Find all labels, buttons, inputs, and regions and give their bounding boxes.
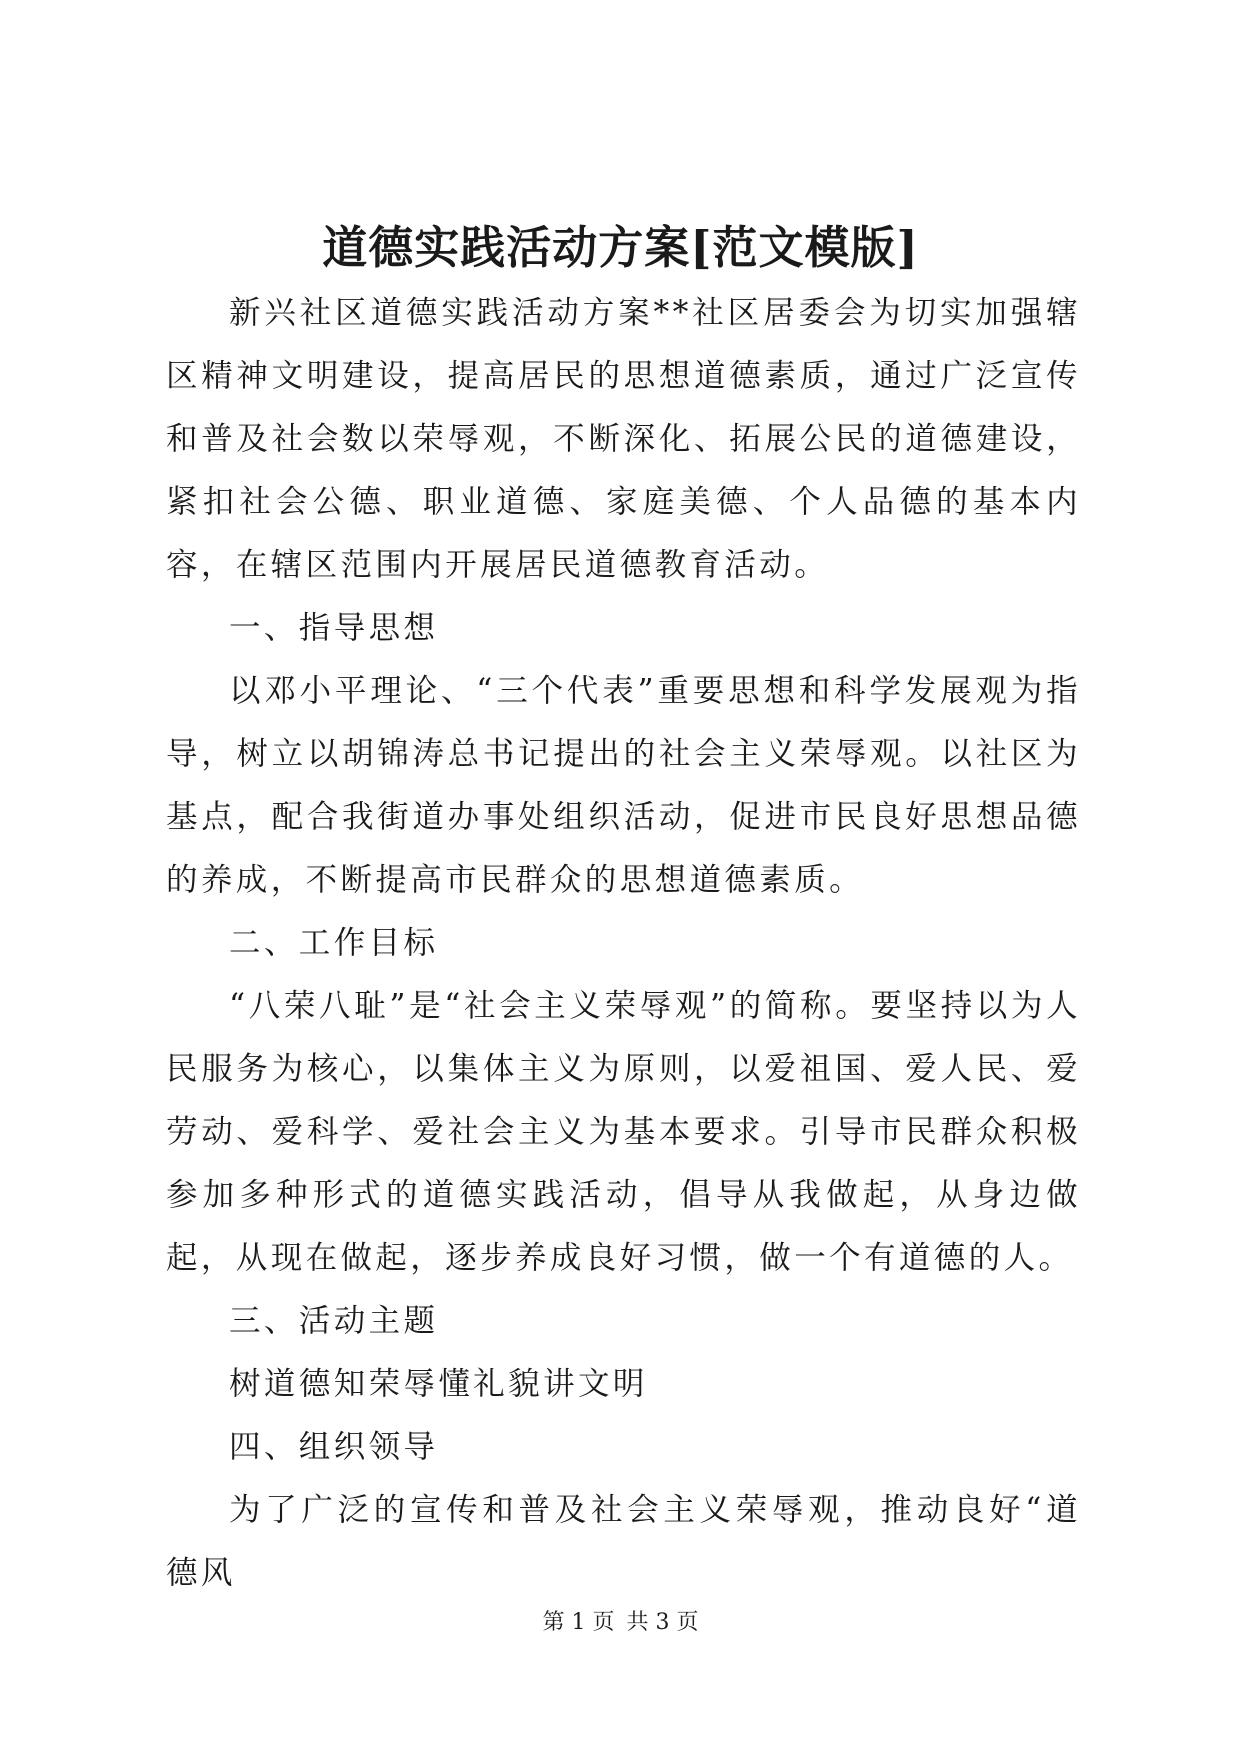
paragraph-organization: 为了广泛的宣传和普及社会主义荣辱观，推动良好“道德风 (166, 1492, 1081, 1591)
page-footer (0, 1608, 1241, 1638)
page-number-total: 共 3 页 (626, 1610, 699, 1635)
section-heading-guiding-ideology: 一、指导思想 (229, 610, 439, 646)
section-heading-work-goals: 二、工作目标 (229, 925, 439, 961)
section-heading-activity-theme: 三、活动主题 (229, 1303, 439, 1339)
page-number-current: 第 1 页 (542, 1610, 615, 1635)
document-title: 道德实践活动方案[范文模版] (322, 221, 919, 274)
section-heading-organization: 四、组织领导 (229, 1429, 439, 1465)
paragraph-work-goals: “八荣八耻”是“社会主义荣辱观”的简称。要坚持以为人民服务为核心，以集体主义为原则，以爱祖国、爱人民、爱劳动、爱科学、爱社会主义为基本要求。引导市民群众积极参加多种形式的道德实践活动，倡导从我做起，从身边做起，从现在做起，逐步养成良好习惯，做一个有道德的人。 (166, 988, 1081, 1276)
paragraph-activity-theme: 树道德知荣辱懂礼貌讲文明 (229, 1366, 648, 1402)
paragraph-guiding-ideology: 以邓小平理论、“三个代表”重要思想和科学发展观为指导，树立以胡锦涛总书记提出的社会主义荣辱观。以社区为基点，配合我街道办事处组织活动，促进市民良好思想品德的养成，不断提高市民群众的思想道德素质。 (166, 673, 1081, 898)
paragraph-intro: 新兴社区道德实践活动方案**社区居委会为切实加强辖区精神文明建设，提高居民的思想道德素质，通过广泛宣传和普及社会数以荣辱观，不断深化、拓展公民的道德建设，紧扣社会公德、职业道德、家庭美德、个人品德的基本内容，在辖区范围内开展居民道德教育活动。 (166, 295, 1081, 583)
document-body (166, 282, 1081, 1605)
